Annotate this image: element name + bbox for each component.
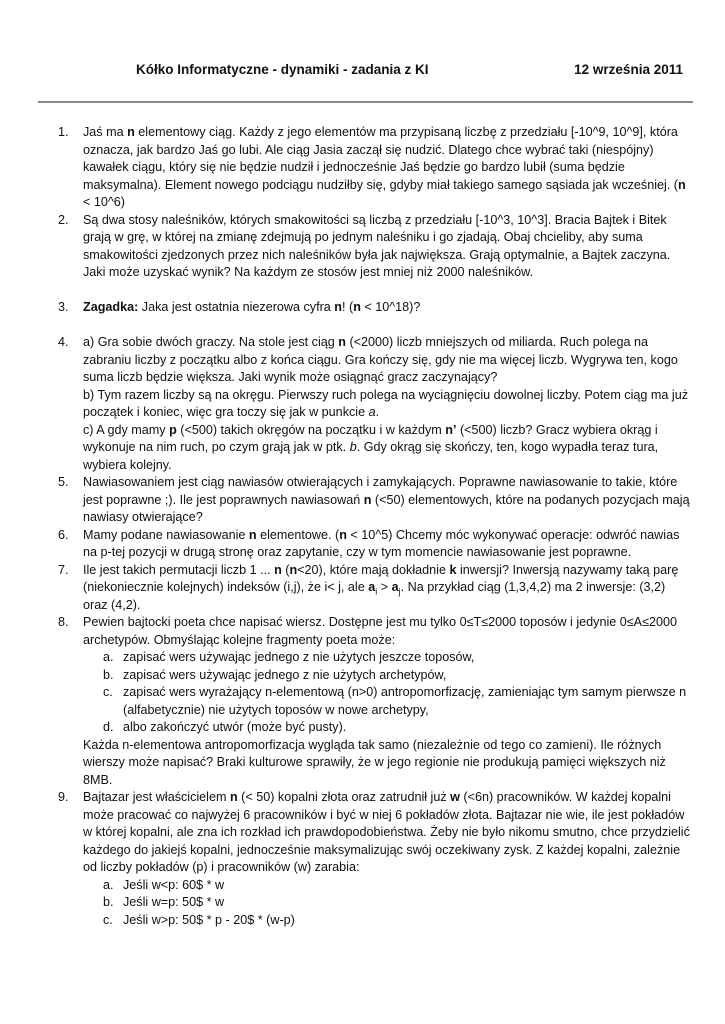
task-list [58, 124, 690, 929]
subpoint-letter: c. [103, 685, 113, 699]
subpoint-text: Jeśli w=p: 50$ * w [123, 895, 225, 909]
task-text: Są dwa stosy naleśników, których smakowitości są liczbą z przedziału [-10^3, 10^3]. Bracia Bajtek i Bitek grają w grę, w której na zmianę zdejmują po jednym naleśniku i go zjadają. Obaj chcieliby, aby suma smakowitości zjedzonych przez nich naleśników była jak największa. Grają optymalnie, a Bajtek zaczyna. Jaki może uzyskać wynik? Na każdym ze stosów jest mniej niż 2000 naleśników. [83, 212, 671, 279]
task-number: 6. [58, 527, 69, 542]
task-text: Pewien bajtocki poeta chce napisać wiersz. Dostępne jest mu tylko 0≤T≤2000 toposów i jedynie 0≤A≤2000 archetypów. Obmyślając kolejne fragmenty poeta może: [83, 615, 677, 647]
task-text: Bajtazar jest właścicielem n (< 50) kopalni złota oraz zatrudnił już w (<6n) pracowników. W każdej kopalni może pracować co najwyżej 6 pracowników i być w niej 6 pokładów złota. Bajtazar nie wie, ile jest pokładów w której kopalni, ale zna ich rozkład ich prawdopodobieństwa. Żeby nie było nikomu smutno, chce przydzielić każdego do jakiejś kopalni, jednocześnie maksymalizując swój oczekiwany zysk. Z każdej kopalni, zależnie od liczby pokładów (p) i pracowników (w) zarabia: [83, 790, 690, 874]
task-number: 2. [58, 212, 69, 227]
task-number: 5. [58, 475, 69, 489]
task-item [58, 299, 690, 317]
task-text: Nawiasowaniem jest ciąg nawiasów otwierających i zamykających. Poprawne nawiasowanie to takie, które jest poprawne ;). Ile jest poprawnych nawiasowań n (<50) elementowych, które na podanych pozycjach mają nawiasy otwierające? [83, 475, 690, 524]
subpoint-letter: c. [103, 912, 113, 927]
subpoint-letter: b. [103, 667, 114, 682]
subpoint-letter: d. [103, 720, 114, 734]
task-text: Mamy podane nawiasowanie n elementowe. (n < 10^5) Chcemy móc wykonywać operacje: odwróć nawias na p-tej pozycji w drugą stronę oraz zapytanie, czy w tym momencie nawiasowanie jest poprawne. [83, 527, 680, 559]
subpoint-text: Jeśli w>p: 50$ * p - 20$ * (w-p) [123, 912, 295, 927]
task-text: c) A gdy mamy p (<500) takich okręgów na początku i w każdym n’ (<500) liczb? Gracz wybiera okrąg i wykonuje na nim ruch, po czym grają jak w ptk. b. Gdy okrąg się skończy, ten, kogo wypadła teraz tura, wybiera kolejny. [83, 422, 659, 472]
task-text: Ile jest takich permutacji liczb 1 ... n (n<20), które mają dokładnie k inwersji? Inwersją nazywamy taką parę (niekoniecznie kolejnych) indeksów (i,j), że i< j, ale $a_i > a_j$. Na przykład ciąg (1,3,4,2) ma 2 inwersje: (3,2) oraz (4,2). [83, 562, 679, 612]
task-text: b) Tym razem liczby są na okręgu. Pierwszy ruch polega na wyciągnięciu dowolnej liczby. Potem ciąg ma już początek i koniec, więc gra toczy się jak w punkcie a. [83, 387, 688, 419]
task-item [58, 614, 690, 789]
task-number: 3. [58, 300, 69, 314]
task-item [58, 474, 690, 527]
subpoint [83, 667, 690, 685]
task-number: 4. [58, 335, 69, 349]
subpoint-text: zapisać wers używając jednego z nie użytych archetypów, [123, 667, 447, 682]
subpoint-letter: a. [103, 877, 114, 892]
subpoint [83, 912, 690, 930]
subpoint [83, 894, 690, 912]
task-number: 8. [58, 615, 69, 629]
subpoint-text: albo zakończyć utwór (może być pusty). [123, 720, 347, 734]
subpoint [83, 649, 690, 667]
subpoint-text: Jeśli w<p: 60$ * w [123, 877, 225, 892]
task-text: Każda n-elementowa antropomorfizacja wygląda tak samo (niezależnie od tego co zamieni). Ile różnych wierszy może napisać? Braki kulturowe sprawiły, że w jego regionie nie produkują pamięci większych niż 8MB. [83, 737, 666, 787]
task-text: Jaś ma n elementowy ciąg. Każdy z jego elementów ma przypisaną liczbę z przedziału [-10^9, 10^9], która oznacza, jak bardzo Jaś go lubi. Ale ciąg Jasia zaczął się nudzić. Dlatego chce wybrać taki (niespójny) kawałek ciągu, który się nie będzie nudził i jednocześnie Jaś będzie go bardzo lubił (suma będzie maksymalna). Element nowego podciągu nudziłby się, gdyby miał takiego samego sąsiada jak wcześniej. (n < 10^6) [83, 125, 686, 209]
task-text: a) Gra sobie dwóch graczy. Na stole jest ciąg n (<2000) liczb mniejszych od miliarda. Ruch polega na zabraniu liczby z początku albo z końca ciągu. Gra kończy się, gdy nie ma więcej liczb. Wygrywa ten, kogo suma liczb będzie większa. Jaki wynik może osiągnąć gracz zaczynający? [83, 335, 678, 384]
task-number: 9. [58, 790, 69, 804]
subpoint [83, 877, 690, 895]
subpoint-letter: b. [103, 895, 114, 909]
subpoint-text: zapisać wers używając jednego z nie użytych jeszcze toposów, [123, 650, 475, 664]
task-item [58, 562, 690, 615]
task-item [58, 334, 690, 474]
subpoint-letter: a. [103, 650, 114, 664]
header-divider [38, 101, 693, 103]
task-text: Zagadka: Jaka jest ostatnia niezerowa cyfra n! (n < 10^18)? [83, 300, 421, 314]
document-title: Kółko Informatyczne - dynamiki - zadania z KI [136, 62, 429, 77]
subpoint-text: zapisać wers wyrażający n-elementową (n>0) antropomorfizację, zamieniając tym samym pierwsze n (alfabetycznie) nie użytych toposów w nowe archetypy, [123, 685, 687, 717]
task-item [58, 527, 690, 562]
task-number: 1. [58, 125, 69, 139]
spacer [58, 317, 690, 335]
subpoint [83, 684, 690, 719]
task-item [58, 789, 690, 929]
spacer [58, 282, 690, 300]
task-number: 7. [58, 562, 69, 577]
document-date: 12 września 2011 [574, 62, 683, 77]
task-item [58, 212, 690, 282]
subpoint [83, 719, 690, 737]
task-item [58, 124, 690, 212]
